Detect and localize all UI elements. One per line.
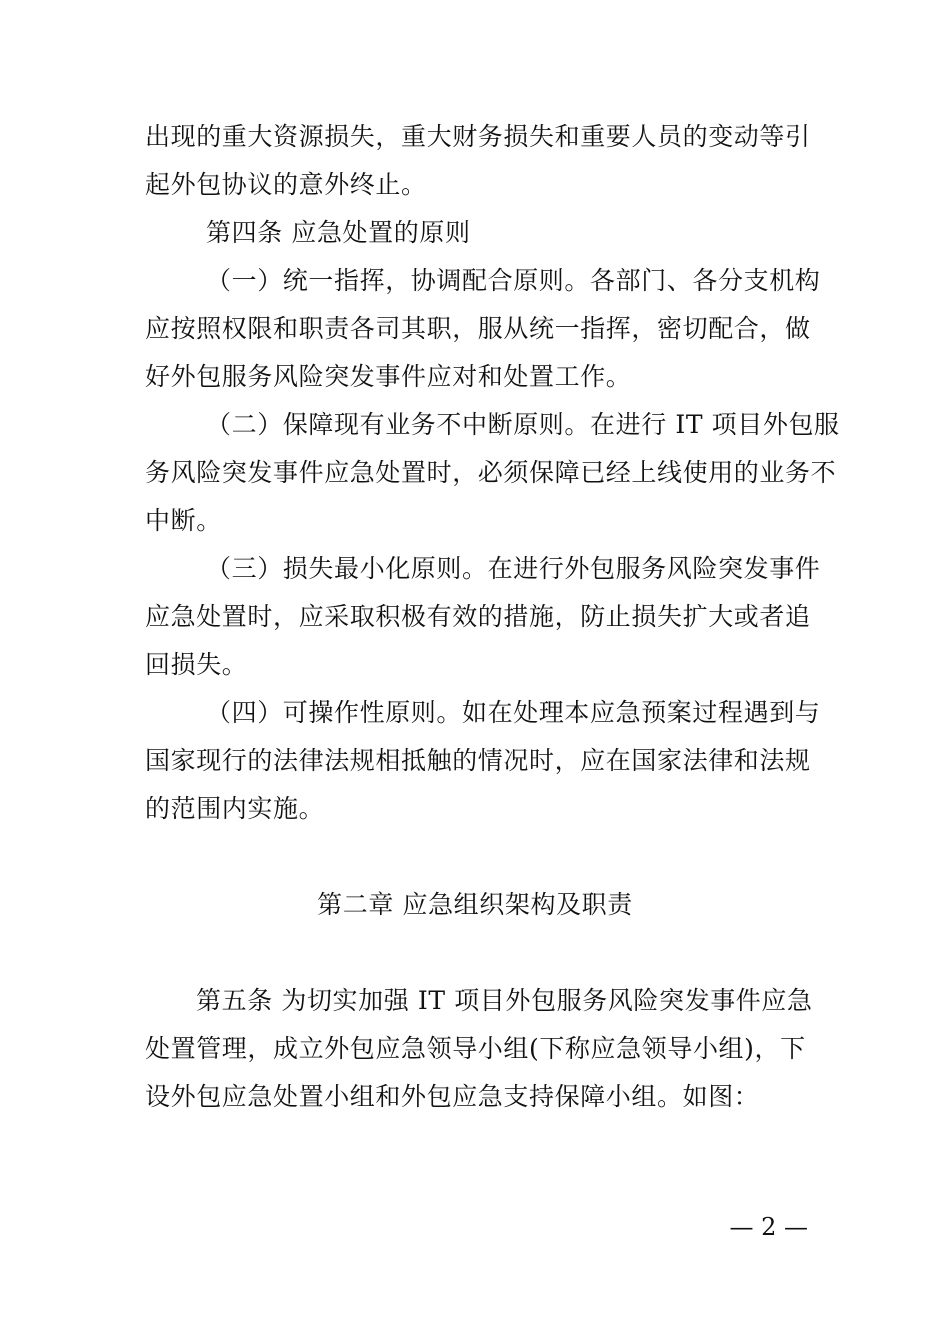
chapter-heading: 第二章 应急组织架构及职责 bbox=[317, 890, 633, 919]
body-text-line: 务风险突发事件应急处置时，必须保障已经上线使用的业务不 bbox=[145, 458, 837, 487]
page-number: — 2 — bbox=[729, 1213, 808, 1241]
body-text-line: 处置管理，成立外包应急领导小组(下称应急领导小组)，下 bbox=[145, 1034, 806, 1063]
body-text-line: 中断。 bbox=[145, 506, 222, 535]
article-heading: 第五条 为切实加强 IT 项目外包服务风险突发事件应急 bbox=[196, 986, 813, 1015]
body-text-line: 起外包协议的意外终止。 bbox=[145, 170, 427, 199]
body-text-line: 出现的重大资源损失，重大财务损失和重要人员的变动等引 bbox=[145, 122, 811, 151]
body-text-line: 回损失。 bbox=[145, 650, 248, 679]
body-text-line: 的范围内实施。 bbox=[145, 794, 325, 823]
body-text-line: 应按照权限和职责各司其职，服从统一指挥，密切配合，做 bbox=[145, 314, 811, 343]
body-text-line: （一）统一指挥，协调配合原则。各部门、各分支机构 bbox=[206, 266, 821, 295]
body-text-line: 应急处置时，应采取积极有效的措施，防止损失扩大或者追 bbox=[145, 602, 811, 631]
body-text-line: （三）损失最小化原则。在进行外包服务风险突发事件 bbox=[206, 554, 821, 583]
body-text-line: （四）可操作性原则。如在处理本应急预案过程遇到与 bbox=[206, 698, 821, 727]
body-text-line: 好外包服务风险突发事件应对和处置工作。 bbox=[145, 362, 632, 391]
body-text-line: 设外包应急处置小组和外包应急支持保障小组。如图： bbox=[145, 1082, 760, 1111]
body-text-line: 国家现行的法律法规相抵触的情况时，应在国家法律和法规 bbox=[145, 746, 811, 775]
article-heading: 第四条 应急处置的原则 bbox=[206, 218, 471, 247]
body-text-line: （二）保障现有业务不中断原则。在进行 IT 项目外包服 bbox=[206, 410, 840, 439]
